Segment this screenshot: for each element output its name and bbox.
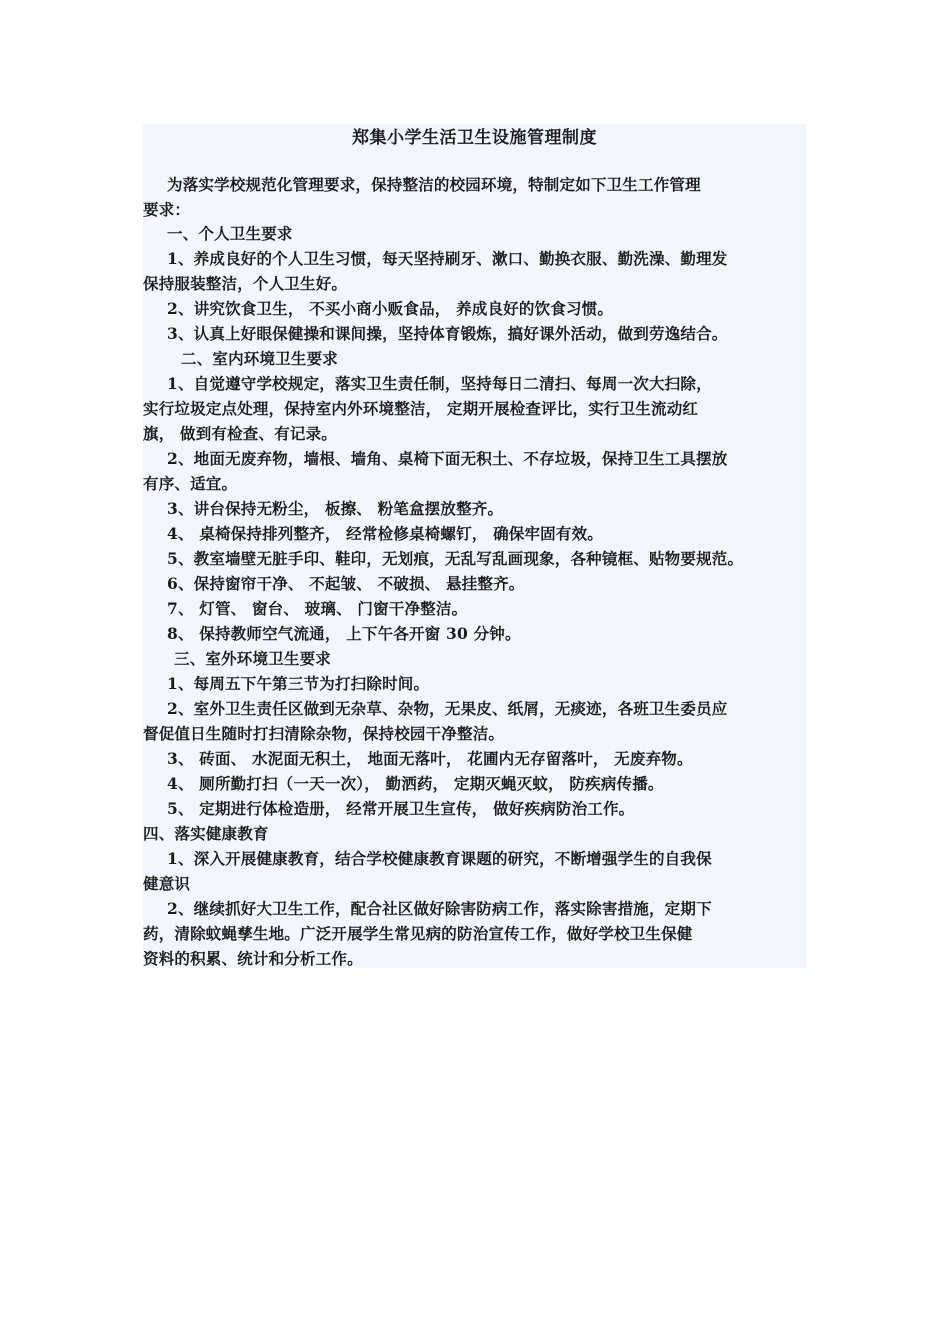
paragraph-line: 4、 厕所勤打扫（一天一次）， 勤洒药， 定期灭蝇灭蚊， 防疾病传播。 [167,774,664,793]
paragraph-line: 督促值日生随时打扫清除杂物，保持校园干净整洁。 [143,724,505,743]
paragraph-line: 2、讲究饮食卫生， 不买小商小贩食品， 养成良好的饮食习惯。 [167,299,614,318]
section-heading: 一、个人卫生要求 [167,224,293,243]
paragraph-line: 8、 保持教师空气流通， 上下午各开窗 30 分钟。 [167,624,521,643]
paragraph-line: 1、自觉遵守学校规定，落实卫生责任制，坚持每日二清扫、每周一次大扫除， [167,374,712,393]
paragraph-line: 资料的积累、统计和分析工作。 [143,949,363,968]
paragraph-line: 7、 灯管、 窗台、 玻璃、 门窗干净整洁。 [167,599,468,618]
section-heading: 二、室内环境卫生要求 [181,349,339,368]
section-heading: 三、室外环境卫生要求 [174,649,332,668]
paragraph-line: 2、地面无废弃物，墙根、墙角、桌椅下面无积土、不存垃圾，保持卫生工具摆放 [167,449,728,468]
paragraph-line: 实行垃圾定点处理，保持室内外环境整洁， 定期开展检查评比，实行卫生流动红 [143,399,699,418]
paragraph-line: 3、认真上好眼保健操和课间操，坚持体育锻炼，搞好课外活动，做到劳逸结合。 [167,324,728,343]
document-title: 郑集小学生活卫生设施管理制度 [352,128,597,148]
paragraph-line: 2、继续抓好大卫生工作，配合社区做好除害防病工作，落实除害措施，定期下 [167,899,712,918]
paragraph-line: 1、养成良好的个人卫生习惯，每天坚持刷牙、漱口、勤换衣服、勤洗澡、勤理发 [167,249,728,268]
paragraph-line: 有序、适宜。 [143,474,238,493]
paragraph-line: 药，清除蚊蝇孳生地。广泛开展学生常见病的防治宣传工作，做好学校卫生保健 [143,924,693,943]
paragraph-line: 1、每周五下午第三节为打扫除时间。 [167,674,430,693]
section-heading: 四、落实健康教育 [143,824,269,843]
paragraph-line: 5、教室墙壁无脏手印、鞋印，无划痕，无乱写乱画现象，各种镜框、贴物要规范。 [167,549,744,568]
paragraph-line: 旗， 做到有检查、有记录。 [143,424,337,443]
paragraph-line: 保持服装整洁，个人卫生好。 [143,274,348,293]
paragraph-line: 健意识 [143,874,191,893]
paragraph-line: 1、深入开展健康教育，结合学校健康教育课题的研究，不断增强学生的自我保 [167,849,712,868]
paragraph-line: 3、 砖面、 水泥面无积土， 地面无落叶， 花圃内无存留落叶， 无废弃物。 [167,749,693,768]
paragraph-line: 2、室外卫生责任区做到无杂草、杂物，无果皮、纸屑，无痰迹，各班卫生委员应 [167,699,728,718]
intro-line: 要求： [143,200,191,219]
document-sheet [143,124,806,968]
intro-line: 为落实学校规范化管理要求，保持整洁的校园环境，特制定如下卫生工作管理 [167,175,701,194]
paragraph-line: 4、 桌椅保持排列整齐， 经常检修桌椅螺钉， 确保牢固有效。 [167,524,603,543]
paragraph-line: 3、讲台保持无粉尘， 板擦、 粉笔盒摆放整齐。 [167,499,504,518]
paragraph-line: 5、 定期进行体检造册， 经常开展卫生宣传， 做好疾病防治工作。 [167,799,635,818]
paragraph-line: 6、保持窗帘干净、 不起皱、 不破损、 悬挂整齐。 [167,574,525,593]
